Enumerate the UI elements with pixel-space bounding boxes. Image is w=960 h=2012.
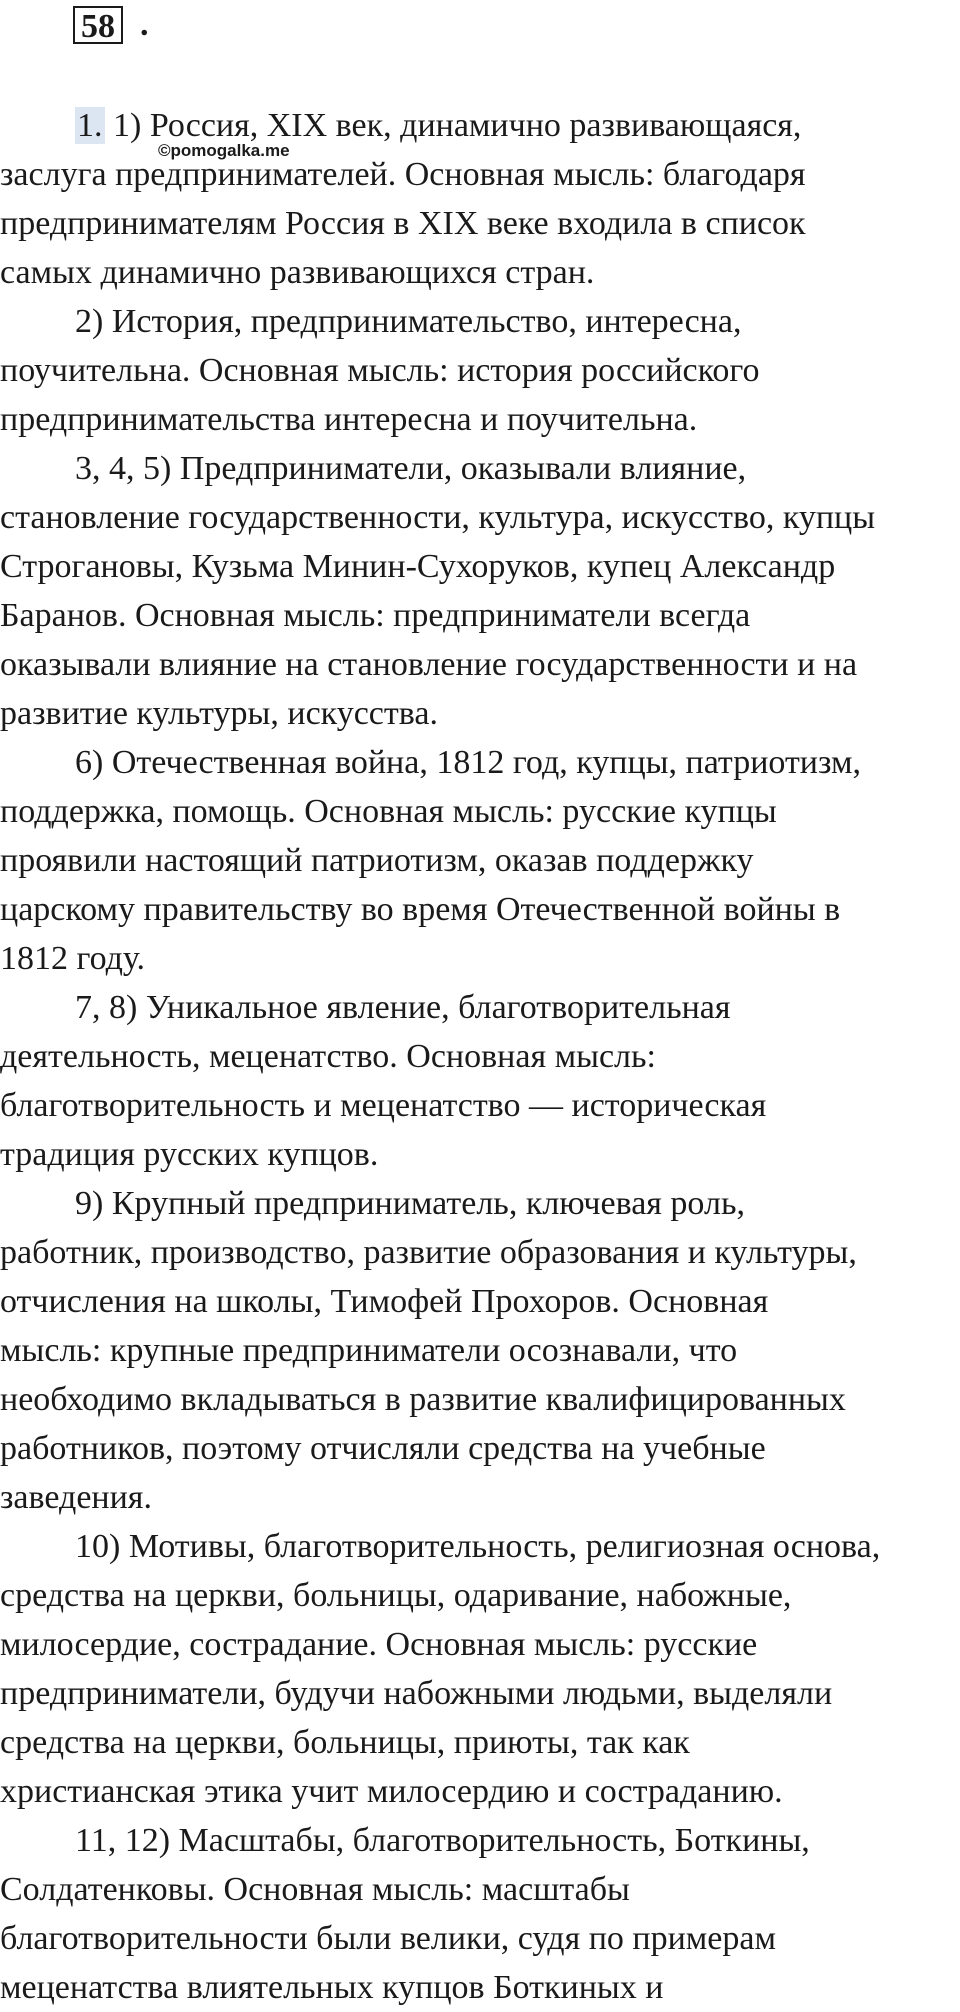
task-number-box [73,6,123,44]
answer-paragraph-7 [0,1522,960,1816]
text-line: 3, 4, 5) Предприниматели, оказывали влияние, [75,450,747,487]
text-line: 9) Крупный предприниматель, ключевая роль, [75,1185,745,1222]
text-line: 6) Отечественная война, 1812 год, купцы, патриотизм, [75,744,861,781]
answer-paragraph-2 [0,297,960,444]
text-line: средства на церкви, больницы, одаривание, набожные, [0,1577,792,1614]
text-line: работников, поэтому отчисляли средства на учебные [0,1430,766,1467]
text-line: 11, 12) Масштабы, благотворительность, Боткины, [75,1822,810,1859]
text-line: 10) Мотивы, благотворительность, религиозная основа, [75,1528,881,1565]
text-line: деятельность, меценатство. Основная мысль: [0,1038,656,1075]
text-line: милосердие, сострадание. Основная мысль: русские [0,1626,758,1663]
text-line: предпринимателям Россия в XIX веке входила в список [0,205,806,242]
text-line: христианская этика учит милосердию и состраданию. [0,1773,783,1810]
text-line: мысль: крупные предприниматели осознавали, что [0,1332,738,1369]
text-line: Солдатенковы. Основная мысль: масштабы [0,1871,630,1908]
text-line: развитие культуры, искусства. [0,695,438,732]
answer-paragraph-6 [0,1179,960,1522]
text-line: царскому правительству во время Отечественной войны в [0,891,841,928]
text-line: Баранов. Основная мысль: предприниматели всегда [0,597,751,634]
text-line: благотворительность и меценатство — историческая [0,1087,767,1124]
text-line: меценатства влиятельных купцов Боткиных и [0,1969,664,2006]
text-line: благотворительности были велики, судя по примерам [0,1920,777,1957]
line-text: 1) Россия, XIX век, динамично развивающаяся, [113,107,802,144]
text-line: заслуга предпринимателей. Основная мысль: благодаря [0,156,806,193]
text-line: оказывали влияние на становление государственности и на [0,646,858,683]
text-line: работник, производство, развитие образования и культуры, [0,1234,857,1271]
text-line [0,101,960,150]
answer-paragraph-8 [0,1816,960,2012]
text-line: проявили настоящий патриотизм, оказав поддержку [0,842,754,879]
text-line: средства на церкви, больницы, приюты, так как [0,1724,690,1761]
text-line: предпринимательства интересна и поучительна. [0,401,698,438]
text-line: 7, 8) Уникальное явление, благотворительная [75,989,731,1026]
task-number-dot: . [140,6,149,43]
text-line: Строгановы, Кузьма Минин-Сухоруков, купец Александр [0,548,836,585]
text-line: традиция русских купцов. [0,1136,379,1173]
text-line: самых динамично развивающихся стран. [0,254,595,291]
text-line: поддержка, помощь. Основная мысль: русские купцы [0,793,777,830]
text-line: заведения. [0,1479,152,1516]
text-line: 1812 году. [0,940,146,977]
answer-paragraph-5 [0,983,960,1179]
text-line: 2) История, предпринимательство, интересна, [75,303,742,340]
text-line: необходимо вкладываться в развитие квалифицированных [0,1381,846,1418]
text-line: предприниматели, будучи набожными людьми, выделяли [0,1675,833,1712]
watermark-text: ©pomogalka.me [158,141,290,160]
text-line: становление государственности, культура, искусство, купцы [0,499,876,536]
answer-paragraph-1 [0,101,960,297]
text-line: поучительна. Основная мысль: история российского [0,352,760,389]
text-line: отчисления на школы, Тимофей Прохоров. Основная [0,1283,769,1320]
answer-paragraph-4 [0,738,960,983]
answer-text [0,101,960,2012]
task-number: 58 [81,8,115,45]
item-marker: 1. [77,107,103,144]
answer-paragraph-3 [0,444,960,738]
